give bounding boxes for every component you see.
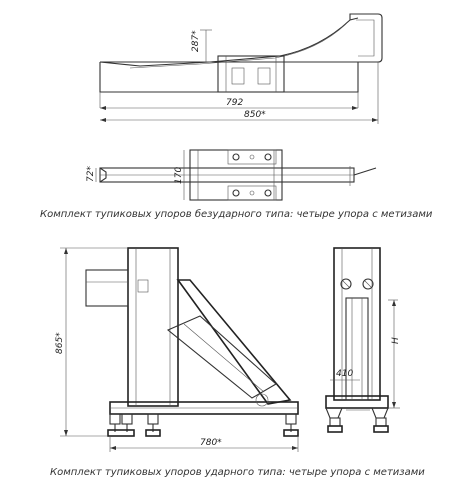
fig1-plan-view	[96, 150, 376, 200]
fig1-height-dim: 287*	[191, 30, 201, 52]
fig2-length-dim: 780*	[200, 438, 222, 448]
fig1-caption: Комплект тупиковых упоров безударного типа: четыре упора с метизами	[40, 209, 433, 220]
fig2-side-view	[60, 248, 298, 452]
fig1-width-small-dim: 72*	[86, 166, 96, 182]
fig2-small-dim: 410	[336, 369, 354, 379]
fig1-width-dim: 170	[174, 166, 184, 184]
fig1-length-outer-dim: 850*	[244, 110, 266, 120]
fig2-height-dim: 865*	[55, 332, 65, 354]
fig2-caption: Комплект тупиковых упоров ударного типа: четыре упора с метизами	[50, 467, 425, 478]
fig1-length-inner-dim: 792	[226, 98, 244, 108]
fig2-front-view	[326, 248, 400, 432]
fig2-h-dim: H	[391, 337, 401, 344]
